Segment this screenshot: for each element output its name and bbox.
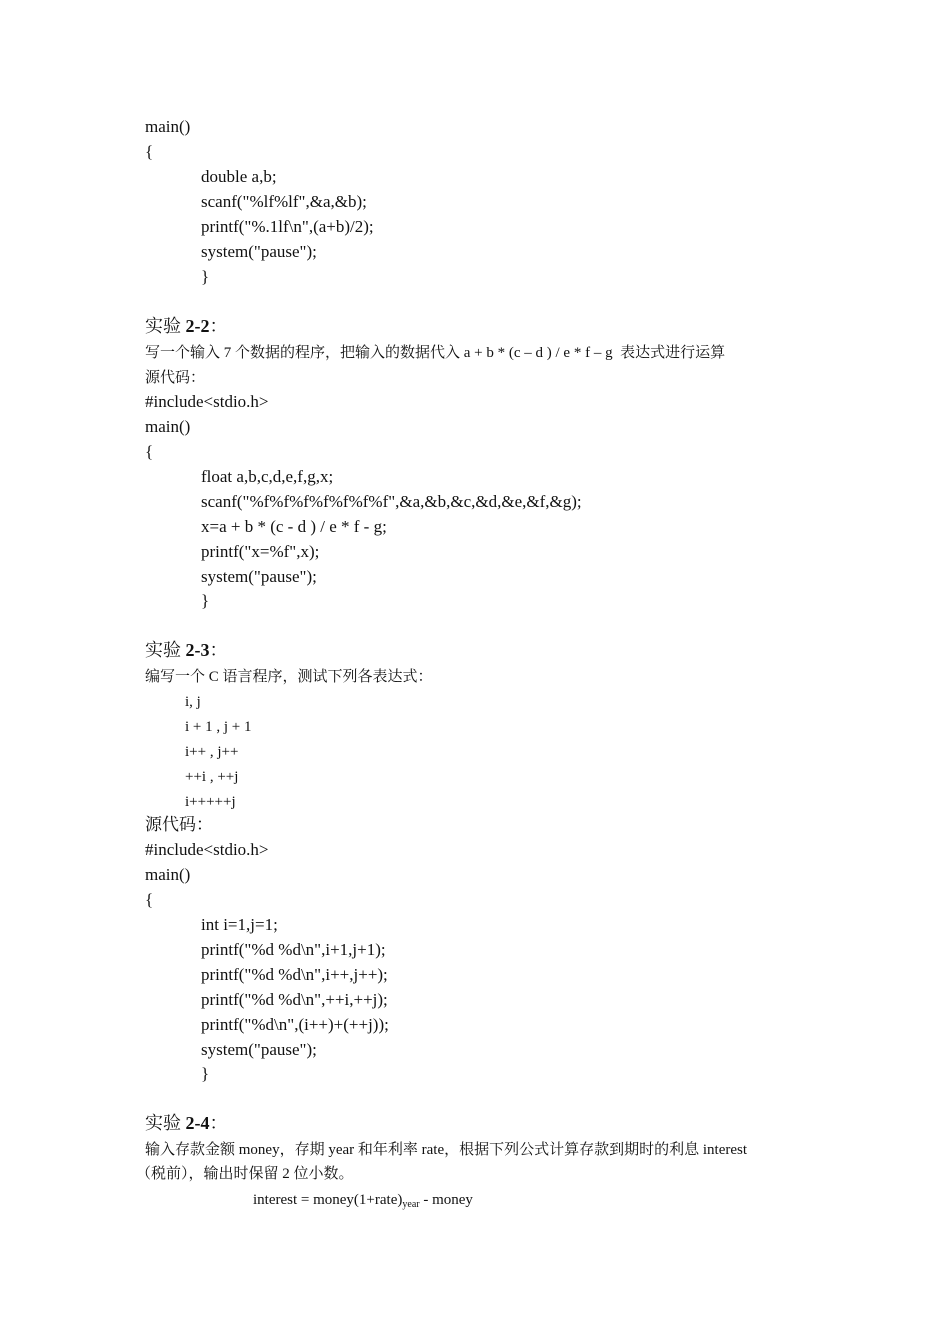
code-line: {: [145, 142, 154, 161]
code-line: main(): [145, 117, 191, 136]
code-line: x=a + b * (c - d ) / e * f - g;: [201, 517, 387, 536]
interest-formula: interest = $money(1+rate)_{year}$ - money: [253, 1192, 473, 1210]
task-text: 输入存款金额 money，存期 year 和年利率 rate，根据下列公式计算存款到期时的利息 interest: [145, 1142, 748, 1158]
code-line: scanf("%f%f%f%f%f%f%f",&a,&b,&c,&d,&e,&f,&g);: [201, 492, 582, 511]
task-text: （税前），输出时保留 2 位小数。: [136, 1166, 354, 1182]
code-line: double a,b;: [201, 167, 277, 186]
code-line: system("pause");: [201, 242, 317, 261]
code-line: #include<stdio.h>: [145, 392, 269, 411]
code-line: system("pause");: [201, 1040, 317, 1059]
code-line: printf("x=%f",x);: [201, 542, 320, 561]
code-line: main(): [145, 865, 191, 884]
code-line: float a,b,c,d,e,f,g,x;: [201, 467, 334, 486]
code-line: printf("%d %d\n",++i,++j);: [201, 990, 388, 1009]
task-text: 写一个输入 7 个数据的程序，把输入的数据代入 a + b * (c – d ) / e * f – g 表达式进行运算: [145, 345, 726, 361]
source-label: 源代码：: [145, 815, 213, 834]
source-label: 源代码：: [145, 370, 206, 386]
code-line: printf("%d %d\n",i+1,j+1);: [201, 940, 386, 959]
expression-item: i+++++j: [185, 794, 236, 810]
code-line: main(): [145, 417, 191, 436]
code-line: scanf("%lf%lf",&a,&b);: [201, 192, 367, 211]
code-line: #include<stdio.h>: [145, 840, 269, 859]
code-line: system("pause");: [201, 567, 317, 586]
code-line: {: [145, 442, 154, 461]
task-text: 编写一个 C 语言程序，测试下列各表达式：: [145, 669, 433, 685]
code-line: int i=1,j=1;: [201, 915, 278, 934]
section-heading: 实验 2-2：: [145, 316, 228, 336]
expression-item: i + 1 , j + 1: [185, 719, 252, 735]
section-heading: 实验 2-3：: [145, 640, 228, 660]
code-line: printf("%.1lf\n",(a+b)/2);: [201, 217, 374, 236]
expression-item: ++i , ++j: [185, 769, 239, 785]
expression-item: i++ , j++: [185, 744, 239, 760]
code-line: printf("%d %d\n",i++,j++);: [201, 965, 388, 984]
code-line: }: [201, 1064, 210, 1083]
code-line: }: [201, 267, 210, 286]
code-line: {: [145, 890, 154, 909]
code-line: printf("%d\n",(i++)+(++j));: [201, 1015, 389, 1034]
code-line: }: [201, 591, 210, 610]
section-heading: 实验 2-4：: [145, 1113, 228, 1133]
expression-item: i, j: [185, 694, 201, 710]
